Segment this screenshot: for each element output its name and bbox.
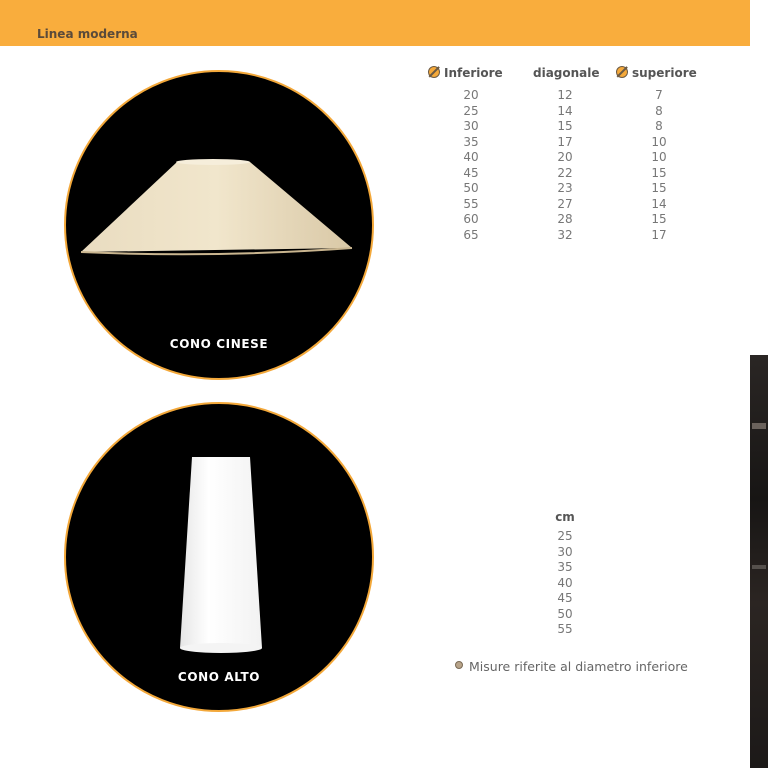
edge-photo-strip: [750, 0, 768, 768]
header-bar: [0, 0, 750, 46]
table-cell: 40: [463, 150, 479, 164]
size-table-cono-alto: [540, 510, 590, 638]
table-cell: 15: [651, 165, 667, 180]
product-label: CONO ALTO: [177, 670, 261, 684]
column-cm: [540, 529, 590, 638]
table-cell: 17: [651, 227, 667, 242]
table-cell: 45: [463, 165, 479, 180]
table-cell: 25: [557, 529, 573, 543]
table-cell: 10: [651, 134, 667, 149]
diameter-icon: [616, 66, 628, 78]
cono-cinese-shade-image: [66, 72, 372, 378]
product-card-cono-cinese[interactable]: [64, 70, 374, 380]
background-photo: [750, 355, 768, 768]
table-cell: 32: [557, 227, 573, 242]
table-cell: 35: [557, 560, 573, 574]
table-cell: 14: [651, 196, 667, 211]
product-card-cono-alto[interactable]: [64, 402, 374, 712]
table-cell: 30: [463, 119, 479, 133]
table-cell: 60: [463, 212, 479, 226]
table-cell: 55: [463, 196, 479, 211]
column-diagonale: [545, 88, 585, 243]
table-cell: 25: [463, 103, 479, 118]
column-superiore: [639, 88, 679, 243]
table-cell: 12: [557, 88, 573, 102]
table-cell: 65: [463, 227, 479, 242]
diameter-icon: [428, 66, 440, 78]
table-cell: 15: [651, 181, 667, 195]
table-cell: 22: [557, 165, 573, 180]
table-cell: 28: [557, 212, 573, 226]
table-cell: 20: [557, 150, 573, 164]
table-cell: 55: [557, 622, 573, 636]
table-cell: 40: [557, 575, 573, 590]
column-inferiore: [451, 88, 491, 243]
table-cell: 50: [557, 606, 573, 621]
table-cell: 8: [655, 119, 663, 133]
table-cell: 14: [557, 103, 573, 118]
table-cell: 10: [651, 150, 667, 164]
column-header-diagonale: diagonale: [533, 66, 600, 80]
column-header-cm: cm: [555, 510, 575, 524]
table-cell: 15: [651, 212, 667, 226]
table-cell: 7: [655, 88, 663, 102]
page-title: Linea moderna: [37, 27, 138, 41]
table-cell: 17: [557, 134, 573, 149]
table-cell: 15: [557, 119, 573, 133]
column-header-inferiore: Inferiore: [428, 66, 503, 80]
table-cell: 50: [463, 181, 479, 195]
column-header-superiore: superiore: [616, 66, 697, 80]
table-cell: 35: [463, 134, 479, 149]
table-cell: 8: [655, 103, 663, 118]
product-label: CONO CINESE: [169, 337, 269, 351]
table-cell: 45: [557, 591, 573, 605]
measurement-note: Misure riferite al diametro inferiore: [455, 659, 688, 674]
bullet-icon: [455, 661, 463, 669]
table-cell: 20: [463, 88, 479, 102]
cono-alto-shade-image: [66, 404, 372, 710]
table-cell: 30: [557, 544, 573, 559]
table-cell: 27: [557, 196, 573, 211]
table-cell: 23: [557, 181, 573, 195]
